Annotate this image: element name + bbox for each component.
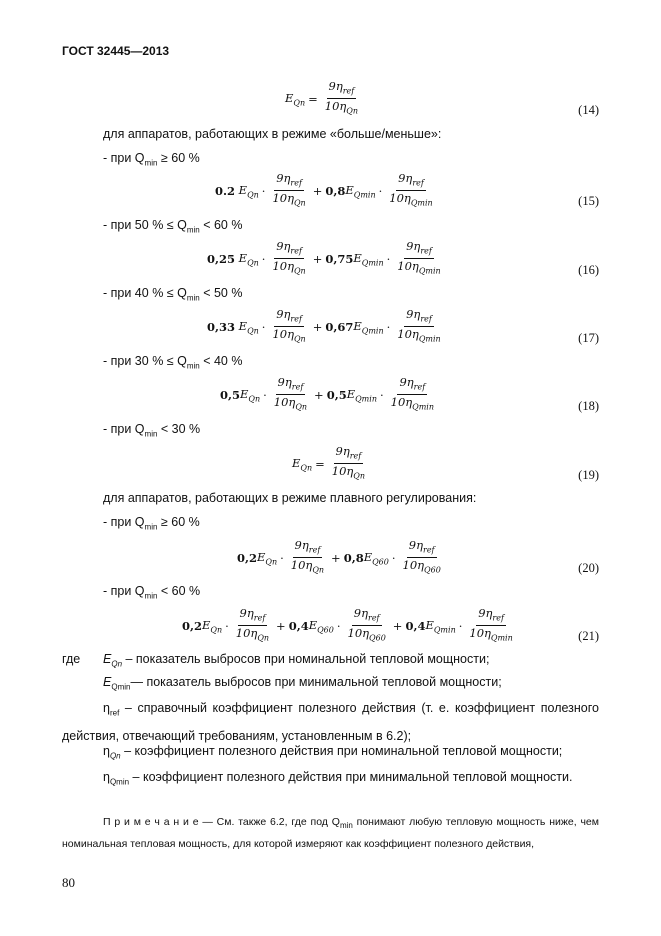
- definition-eqmin: $E_{Qmin}—$ показатель выбросов при минимальной тепловой мощности;: [103, 675, 502, 692]
- condition-21: - при $Q_{min} < 60$ %: [103, 584, 201, 601]
- formula-17: 0,33 $E_{Qn}$ · $\frac{9\eta_{ref}}{10\eta_{Qn}}$ + 0,67 $E_{Qmin}$ · $\frac{9\eta_{ref}}{10\eta_{Qmin}}$: [207, 307, 441, 344]
- definition-eta-qmin: $\eta_{Qmin}$ – коэффициент полезного действия при минимальной тепловой мощности.: [103, 770, 573, 787]
- equation-number: (14): [578, 103, 599, 117]
- equation-number: (19): [578, 468, 599, 482]
- page-number: 80: [62, 875, 75, 890]
- condition-16: - при 50 % ≤ $Q_{min} < 60$ %: [103, 218, 243, 235]
- formula-20: 0,2 $E_{Qn}$ · $\frac{9\eta_{ref}}{10\eta_{Qn}}$ + 0,8 $E_{Q60}$ · $\frac{9\eta_{ref}}{10\eta_{Q60}}$: [237, 538, 441, 575]
- equation-number: (15): [578, 194, 599, 208]
- condition-15: - при $Q_{min} \ge 60$ %: [103, 151, 200, 168]
- formula-14: $E_{Qn}$ = $\frac{9\eta_{ref}}{10\eta_{Qn}}$: [285, 79, 359, 116]
- where-label: где: [62, 652, 81, 666]
- note: П р и м е ч а н и е — См. также 6.2, где под $Q_{min}$ понимают любую тепловую мощность ниже, чем номинальная тепловая мощность, для которой измеряют как коэффициент полезного действия,: [62, 816, 599, 851]
- equation-number: (16): [578, 263, 599, 277]
- formula-18: 0,5 $E_{Qn}$ · $\frac{9\eta_{ref}}{10\eta_{Qn}}$ + 0,5 $E_{Qmin}$ · $\frac{9\eta_{ref}}{10\eta_{Qmin}}$: [220, 375, 435, 412]
- condition-19: - при $Q_{min} < 30$ %: [103, 422, 201, 439]
- formula-16: 0,25 $E_{Qn}$ · $\frac{9\eta_{ref}}{10\eta_{Qn}}$ + 0,75 $E_{Qmin}$ · $\frac{9\eta_{ref}}{10\eta_{Qmin}}$: [207, 239, 441, 276]
- definition-eqn: $E_{Qn}$ – показатель выбросов при номинальной тепловой мощности;: [103, 652, 490, 669]
- mode-smooth-text: для аппаратов, работающих в режиме плавного регулирования:: [103, 491, 477, 505]
- mode-more-less-text: для аппаратов, работающих в режиме «больше/меньше»:: [103, 127, 442, 141]
- document-header: ГОСТ 32445—2013: [62, 44, 170, 58]
- condition-17: - при 40 % ≤ $Q_{min} < 50$ %: [103, 286, 243, 303]
- formula-21: 0,2 $E_{Qn}$ · $\frac{9\eta_{ref}}{10\eta_{Qn}}$ + 0,4 $E_{Q60}$ · $\frac{9\eta_{ref}}{10\eta_{Q60}}$ + 0,4 $E_{Qmin}$ · $\frac{9\eta_{ref}}{10\eta_{Qmin}}$: [182, 606, 513, 643]
- formula-15: 0.2 $E_{Qn}$ · $\frac{9\eta_{ref}}{10\eta_{Qn}}$ + 0,8 $E_{Qmin}$ · $\frac{9\eta_{ref}}{10\eta_{Qmin}}$: [215, 171, 433, 208]
- equation-number: (21): [578, 629, 599, 643]
- condition-20: - при $Q_{min} \ge 60$ %: [103, 515, 200, 532]
- equation-number: (17): [578, 331, 599, 345]
- condition-18: - при 30 % ≤ $Q_{min} < 40$ %: [103, 354, 243, 371]
- equation-number: (18): [578, 399, 599, 413]
- equation-number: (20): [578, 561, 599, 575]
- definition-eta-qn: $\eta_{Qn}$ – коэффициент полезного действия при номинальной тепловой мощности;: [103, 744, 563, 761]
- definition-eta-ref: $\eta_{ref}$ – справочный коэффициент полезного действия (т. е. коэффициент полезного действия, отвечающий требованиям, установленным в 6.2);: [62, 701, 599, 743]
- formula-19: $E_{Qn}$ = $\frac{9\eta_{ref}}{10\eta_{Qn}}$: [292, 444, 366, 481]
